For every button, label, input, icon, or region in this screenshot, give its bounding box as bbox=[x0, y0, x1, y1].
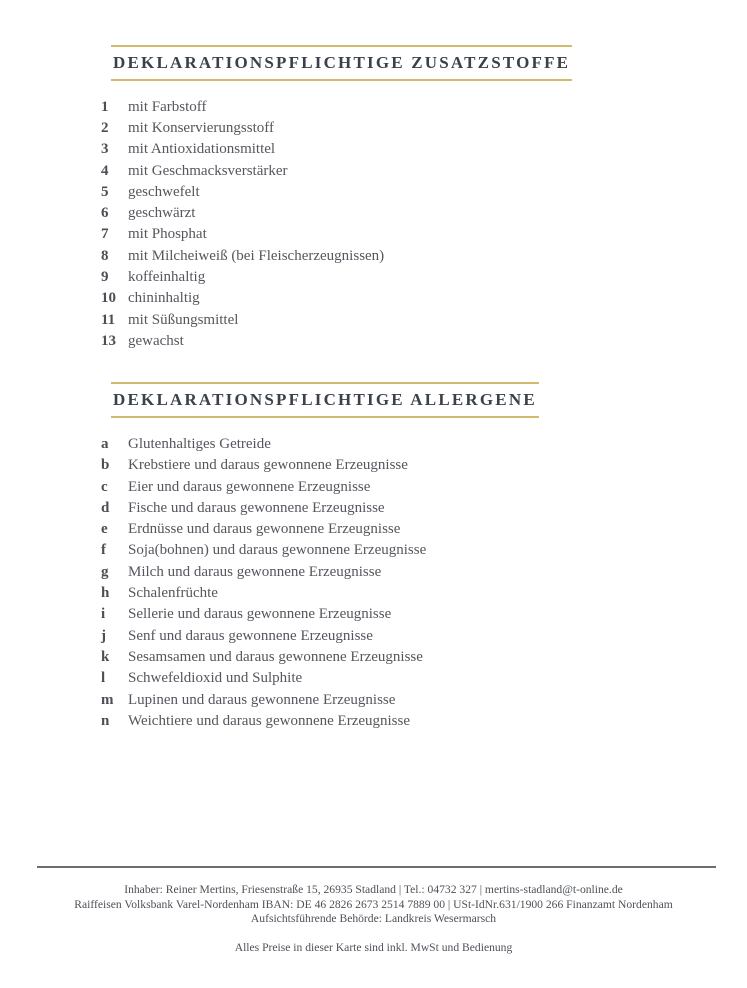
additive-code: 4 bbox=[101, 162, 109, 179]
additive-code: 11 bbox=[101, 311, 116, 328]
allergen-list-item bbox=[101, 647, 707, 668]
page-content bbox=[101, 45, 707, 762]
additive-code: 1 bbox=[101, 98, 109, 115]
additive-label: mit Konservierungsstoff bbox=[128, 119, 274, 136]
additive-code: 3 bbox=[101, 141, 109, 158]
allergen-label: Schwefeldioxid und Sulphite bbox=[128, 670, 303, 687]
additive-label: mit Phosphat bbox=[128, 226, 207, 243]
allergen-code: m bbox=[101, 691, 114, 708]
footer-bank-tax-line: Raiffeisen Volksbank Varel-Nordenham IBAN: DE 46 2826 2673 2514 7889 00 | USt-IdNr.631/1900 266 Finanzamt Nordenham bbox=[74, 897, 673, 911]
additive-label: gewachst bbox=[128, 332, 184, 349]
additive-label: geschwärzt bbox=[128, 205, 196, 222]
additives-list bbox=[101, 97, 707, 353]
additive-label: mit Farbstoff bbox=[128, 98, 207, 115]
allergen-list-item bbox=[101, 626, 707, 647]
additive-label: geschwefelt bbox=[128, 183, 200, 200]
allergen-code: n bbox=[101, 712, 110, 729]
allergen-code: g bbox=[101, 563, 109, 580]
allergen-label: Lupinen und daraus gewonnene Erzeugnisse bbox=[128, 691, 396, 708]
additive-list-item bbox=[101, 310, 707, 331]
allergen-list-item bbox=[101, 477, 707, 498]
allergen-label: Milch und daraus gewonnene Erzeugnisse bbox=[128, 563, 382, 580]
additive-list-item bbox=[101, 182, 707, 203]
additive-list-item bbox=[101, 161, 707, 182]
additive-label: mit Milcheiweiß (bei Fleischerzeugnissen) bbox=[128, 247, 385, 264]
additive-list-item bbox=[101, 331, 707, 352]
additive-label: koffeinhaltig bbox=[128, 269, 206, 286]
allergen-list-item bbox=[101, 540, 707, 561]
allergen-label: Erdnüsse und daraus gewonnene Erzeugnisse bbox=[128, 521, 401, 538]
allergen-code: d bbox=[101, 499, 110, 516]
allergen-code: a bbox=[101, 435, 109, 452]
additive-list-item bbox=[101, 118, 707, 139]
additive-label: chininhaltig bbox=[128, 290, 200, 307]
additive-code: 7 bbox=[101, 226, 109, 243]
allergen-label: Soja(bohnen) und daraus gewonnene Erzeugnisse bbox=[128, 542, 427, 559]
additive-list-item bbox=[101, 288, 707, 309]
allergen-list-item bbox=[101, 434, 707, 455]
allergen-code: k bbox=[101, 648, 110, 665]
additive-code: 13 bbox=[101, 332, 116, 349]
allergen-list-item bbox=[101, 583, 707, 604]
allergen-code: i bbox=[101, 606, 106, 623]
allergen-code: j bbox=[101, 627, 106, 644]
allergen-label: Sesamsamen und daraus gewonnene Erzeugnisse bbox=[128, 648, 423, 665]
additive-label: mit Antioxidationsmittel bbox=[128, 141, 276, 158]
allergen-label: Sellerie und daraus gewonnene Erzeugnisse bbox=[128, 606, 392, 623]
additive-label: mit Geschmacksverstärker bbox=[128, 162, 288, 179]
allergen-list-item bbox=[101, 562, 707, 583]
allergens-section-title: DEKLARATIONSPFLICHTIGE ALLERGENE bbox=[111, 382, 539, 418]
allergen-code: b bbox=[101, 457, 110, 474]
additive-code: 2 bbox=[101, 119, 109, 136]
section-additives bbox=[101, 45, 707, 352]
allergen-code: h bbox=[101, 585, 110, 602]
allergen-label: Krebstiere und daraus gewonnene Erzeugnisse bbox=[128, 457, 408, 474]
allergen-label: Glutenhaltiges Getreide bbox=[128, 435, 271, 452]
additive-list-item bbox=[101, 139, 707, 160]
page-footer bbox=[0, 866, 747, 955]
additive-list-item bbox=[101, 224, 707, 245]
allergen-label: Eier und daraus gewonnene Erzeugnisse bbox=[128, 478, 371, 495]
additive-list-item bbox=[101, 246, 707, 267]
allergen-list-item bbox=[101, 711, 707, 732]
additive-code: 5 bbox=[101, 183, 109, 200]
allergen-label: Fische und daraus gewonnene Erzeugnisse bbox=[128, 499, 385, 516]
section-allergens bbox=[101, 382, 707, 732]
additive-code: 6 bbox=[101, 205, 109, 222]
allergen-code: l bbox=[101, 670, 106, 687]
allergen-code: e bbox=[101, 521, 108, 538]
allergen-label: Schalenfrüchte bbox=[128, 585, 218, 602]
allergen-list-item bbox=[101, 455, 707, 476]
additive-code: 8 bbox=[101, 247, 109, 264]
allergen-list-item bbox=[101, 519, 707, 540]
footer-authority-line: Aufsichtsführende Behörde: Landkreis Wesermarsch bbox=[250, 912, 497, 926]
allergen-code: f bbox=[101, 542, 106, 559]
additive-list-item bbox=[101, 97, 707, 118]
additive-code: 9 bbox=[101, 269, 109, 286]
additives-section-title: DEKLARATIONSPFLICHTIGE ZUSATZSTOFFE bbox=[111, 45, 572, 81]
allergen-list-item bbox=[101, 498, 707, 519]
additive-label: mit Süßungsmittel bbox=[128, 311, 239, 328]
allergen-code: c bbox=[101, 478, 108, 495]
footer-owner-contact-line: Inhaber: Reiner Mertins, Friesenstraße 15, 26935 Stadland | Tel.: 04732 327 | mertins-stadland@t-online.de bbox=[124, 883, 623, 896]
allergen-list-item bbox=[101, 690, 707, 711]
allergen-list-item bbox=[101, 668, 707, 689]
allergen-label: Senf und daraus gewonnene Erzeugnisse bbox=[128, 627, 373, 644]
footer-divider bbox=[37, 866, 716, 868]
additive-list-item bbox=[101, 267, 707, 288]
allergens-list bbox=[101, 434, 707, 732]
allergen-list-item bbox=[101, 604, 707, 625]
additive-list-item bbox=[101, 203, 707, 224]
additive-code: 10 bbox=[101, 290, 116, 307]
allergen-label: Weichtiere und daraus gewonnene Erzeugnisse bbox=[128, 712, 411, 729]
footer-price-note: Alles Preise in dieser Karte sind inkl. MwSt und Bedienung bbox=[234, 940, 513, 954]
